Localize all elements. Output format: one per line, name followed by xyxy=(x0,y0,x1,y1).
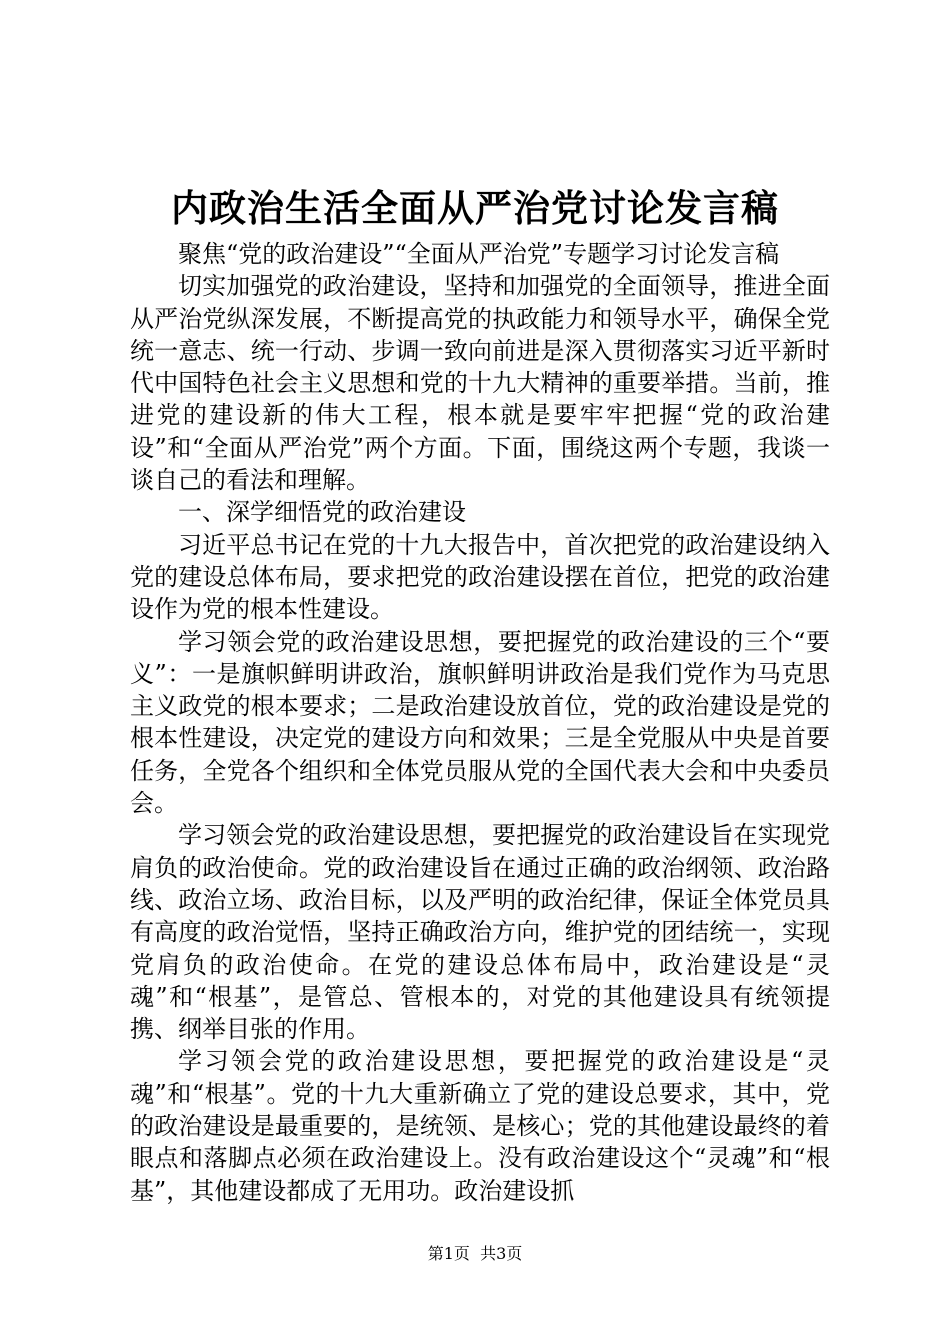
paragraph-intro: 切实加强党的政治建设，坚持和加强党的全面领导，推进全面从严治党纵深发展，不断提高党的执政能力和领导水平，确保全党统一意志、统一行动、步调一致向前进是深入贯彻落实习近平新时代中国特色社会主义思想和党的十九大精神的重要举措。当前，推进党的建设新的伟大工程，根本就是要牢牢把握“党的政治建设”和“全面从严治党”两个方面。下面，围绕这两个专题，我谈一谈自己的看法和理解。 xyxy=(130,272,830,495)
paragraph: 学习领会党的政治建设思想，要把握党的政治建设是“灵魂”和“根基”。党的十九大重新确立了党的建设总要求，其中，党的政治建设是最重要的，是统领、是核心；党的其他建设最终的着眼点和落脚点必须在政治建设上。没有政治建设这个“灵魂”和“根基”，其他建设都成了无用功。政治建设抓 xyxy=(130,1047,830,1205)
page-footer xyxy=(0,1244,950,1264)
paragraph: 学习领会党的政治建设思想，要把握党的政治建设旨在实现党肩负的政治使命。党的政治建设旨在通过正确的政治纲领、政治路线、政治立场、政治目标，以及严明的政治纪律，保证全体党员具有高度的政治觉悟，坚持正确政治方向，维护党的团结统一，实现党肩负的政治使命。在党的建设总体布局中，政治建设是“灵魂”和“根基”，是管总、管根本的，对党的其他建设具有统领提携、纲举目张的作用。 xyxy=(130,821,830,1044)
document-body xyxy=(130,238,830,1207)
section-heading-1: 一、深学细悟党的政治建设 xyxy=(178,498,466,527)
paragraph-subtitle: 聚焦“党的政治建设”“全面从严治党”专题学习讨论发言稿 xyxy=(178,240,780,268)
page-total: 共3页 xyxy=(480,1244,523,1263)
footer-spacer xyxy=(470,1244,480,1263)
document-title: 内政治生活全面从严治党讨论发言稿 xyxy=(171,186,779,230)
page-number: 第1页 xyxy=(427,1244,470,1263)
paragraph: 学习领会党的政治建设思想，要把握党的政治建设的三个“要义”：一是旗帜鲜明讲政治，旗帜鲜明讲政治是我们党作为马克思主义政党的根本要求；二是政治建设放首位，党的政治建设是党的根本性建设，决定党的建设方向和效果；三是全党服从中央是首要任务，全党各个组织和全体党员服从党的全国代表大会和中央委员会。 xyxy=(130,627,830,818)
paragraph: 习近平总书记在党的十九大报告中，首次把党的政治建设纳入党的建设总体布局，要求把党的政治建设摆在首位，把党的政治建设作为党的根本性建设。 xyxy=(130,530,830,624)
